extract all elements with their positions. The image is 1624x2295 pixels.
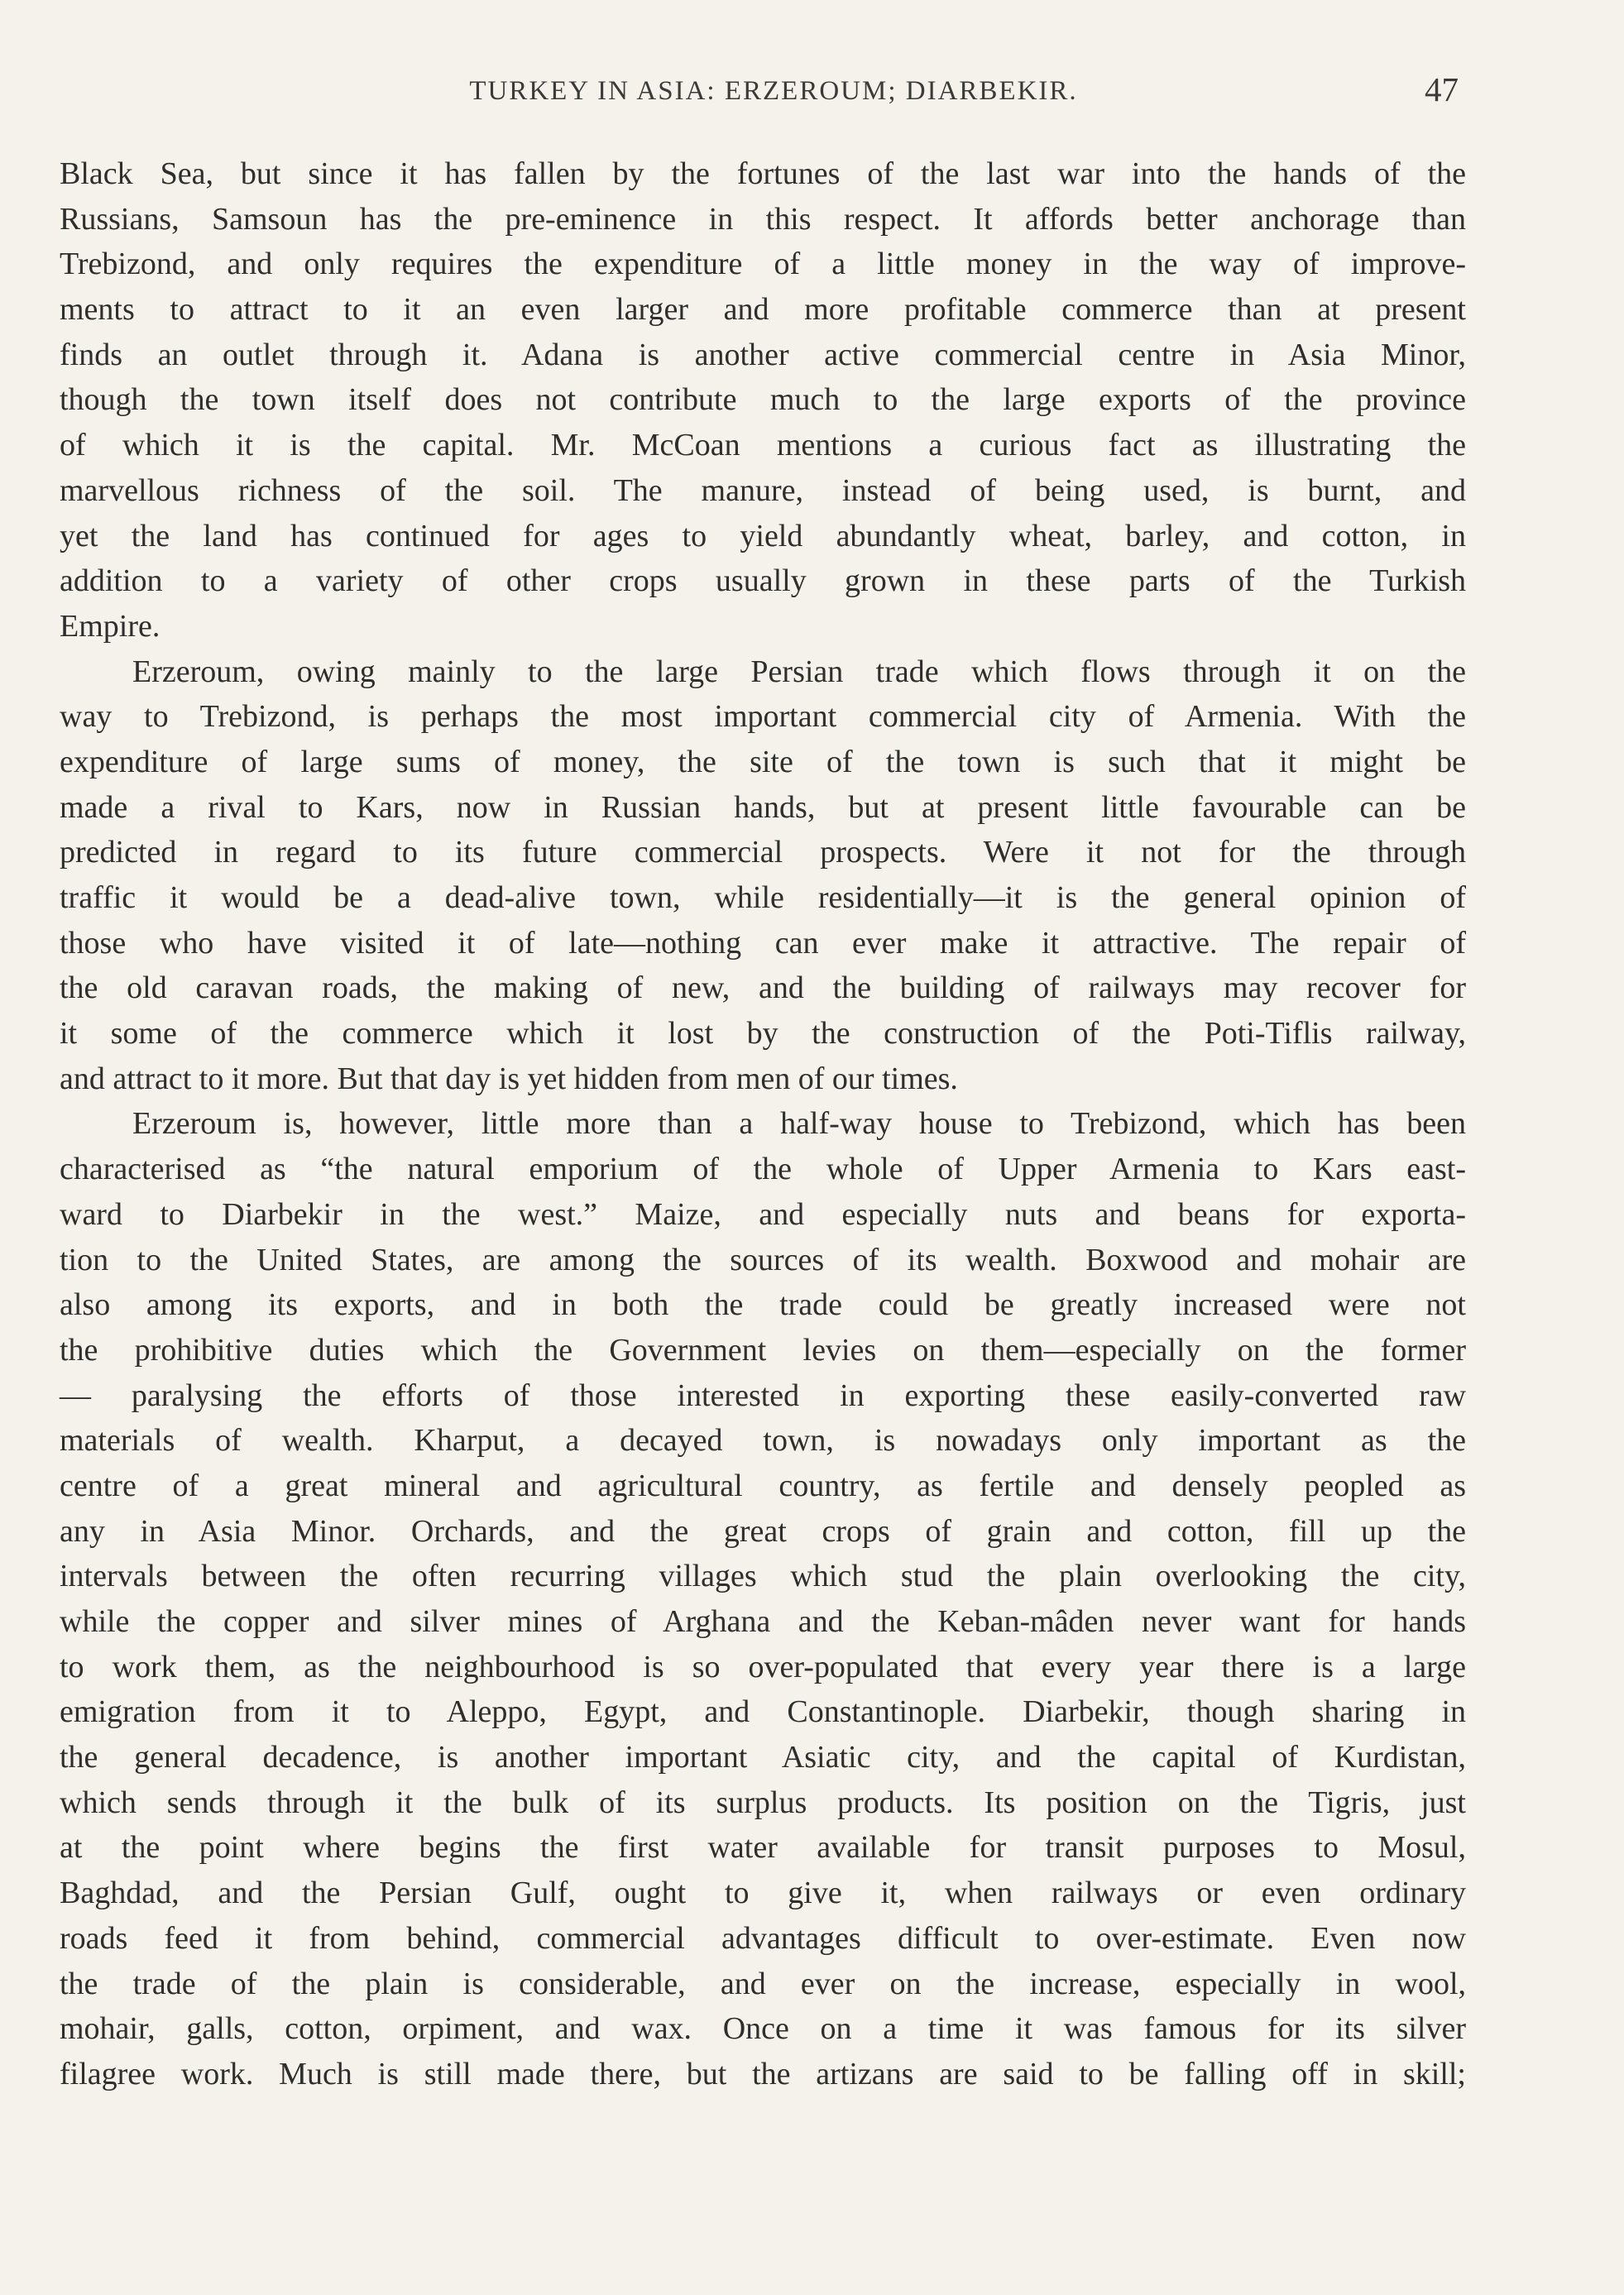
text-line: intervals between the often recurring villages which stud the plain overlooking the city, bbox=[60, 1559, 1466, 1594]
text-line: the trade of the plain is considerable, and ever on the increase, especially in wool, bbox=[60, 1966, 1466, 2001]
text-line: it some of the commerce which it lost by the construction of the Poti-Tiflis railway, bbox=[60, 1016, 1466, 1052]
text-line: predicted in regard to its future commercial prospects. Were it not for the through bbox=[60, 835, 1466, 870]
text-line: also among its exports, and in both the trade could be greatly increased were not bbox=[60, 1287, 1466, 1323]
text-line: expenditure of large sums of money, the site of the town is such that it might be bbox=[60, 744, 1466, 779]
text-line: addition to a variety of other crops usually grown in these parts of the Turkish bbox=[60, 563, 1466, 599]
text-line: centre of a great mineral and agricultural country, as fertile and densely peopled as bbox=[60, 1468, 1466, 1503]
text-line: way to Trebizond, is perhaps the most important commercial city of Armenia. With the bbox=[60, 699, 1466, 735]
text-line: at the point where begins the first water available for transit purposes to Mosul, bbox=[60, 1830, 1466, 1866]
text-line: Empire. bbox=[60, 608, 160, 644]
text-line: roads feed it from behind, commercial advantages difficult to over-estimate. Even now bbox=[60, 1920, 1466, 1956]
text-line: Baghdad, and the Persian Gulf, ought to give it, when railways or even ordinary bbox=[60, 1876, 1466, 1911]
text-line: ments to attract to it an even larger and more profitable commerce than at present bbox=[60, 292, 1466, 328]
text-line: the old caravan roads, the making of new, and the building of railways may recover for bbox=[60, 970, 1466, 1006]
text-line: materials of wealth. Kharput, a decayed town, is nowadays only important as the bbox=[60, 1423, 1466, 1459]
page-number: 47 bbox=[1425, 70, 1459, 108]
text-line: yet the land has continued for ages to yield abundantly wheat, barley, and cotton, in bbox=[60, 518, 1466, 553]
body-text bbox=[60, 151, 1466, 2097]
text-line: which sends through it the bulk of its surplus products. Its position on the Tigris, just bbox=[60, 1785, 1466, 1820]
text-line: finds an outlet through it. Adana is another active commercial centre in Asia Minor, bbox=[60, 337, 1466, 372]
text-line: filagree work. Much is still made there, but the artizans are said to be falling off in skill; bbox=[60, 2056, 1466, 2091]
text-line: Trebizond, and only requires the expenditure of a little money in the way of improve- bbox=[60, 247, 1466, 282]
text-line: traffic it would be a dead-alive town, while residentially—it is the general opinion of bbox=[60, 880, 1466, 915]
text-line: Erzeroum, owing mainly to the large Persian trade which flows through it on the bbox=[132, 654, 1466, 689]
text-line: Erzeroum is, however, little more than a half-way house to Trebizond, which has been bbox=[132, 1106, 1466, 1142]
text-line: tion to the United States, are among the sources of its wealth. Boxwood and mohair are bbox=[60, 1242, 1466, 1277]
text-line: mohair, galls, cotton, orpiment, and wax. Once on a time it was famous for its silver bbox=[60, 2011, 1466, 2047]
text-line: Black Sea, but since it has fallen by the fortunes of the last war into the hands of the bbox=[60, 156, 1466, 191]
text-line: made a rival to Kars, now in Russian hands, but at present little favourable can be bbox=[60, 789, 1466, 825]
text-line: marvellous richness of the soil. The manure, instead of being used, is burnt, and bbox=[60, 472, 1466, 508]
text-line: ward to Diarbekir in the west.” Maize, and especially nuts and beans for exporta- bbox=[60, 1196, 1466, 1232]
text-line: any in Asia Minor. Orchards, and the great crops of grain and cotton, fill up the bbox=[60, 1513, 1466, 1549]
text-line: of which it is the capital. Mr. McCoan mentions a curious fact as illustrating the bbox=[60, 428, 1466, 463]
running-head: TURKEY IN ASIA: ERZEROUM; DIARBEKIR. bbox=[469, 76, 1078, 106]
text-line: while the copper and silver mines of Arghana and the Keban-mâden never want for hands bbox=[60, 1604, 1466, 1639]
text-line: Russians, Samsoun has the pre-eminence in this respect. It affords better anchorage than bbox=[60, 201, 1466, 237]
text-line: to work them, as the neighbourhood is so over-populated that every year there is a large bbox=[60, 1649, 1466, 1684]
text-line: and attract to it more. But that day is yet hidden from men of our times. bbox=[60, 1061, 958, 1096]
text-line: emigration from it to Aleppo, Egypt, and Constantinople. Diarbekir, though sharing in bbox=[60, 1694, 1466, 1730]
page-header bbox=[0, 70, 1624, 117]
text-line: those who have visited it of late—nothing can ever make it attractive. The repair of bbox=[60, 925, 1466, 961]
text-line: the general decadence, is another important Asiatic city, and the capital of Kurdistan, bbox=[60, 1740, 1466, 1775]
text-line: — paralysing the efforts of those interested in exporting these easily-converted raw bbox=[60, 1377, 1466, 1413]
text-line: characterised as “the natural emporium of the whole of Upper Armenia to Kars east- bbox=[60, 1152, 1466, 1187]
text-line: though the town itself does not contribute much to the large exports of the province bbox=[60, 382, 1466, 418]
text-line: the prohibitive duties which the Government levies on them—especially on the former bbox=[60, 1332, 1466, 1368]
